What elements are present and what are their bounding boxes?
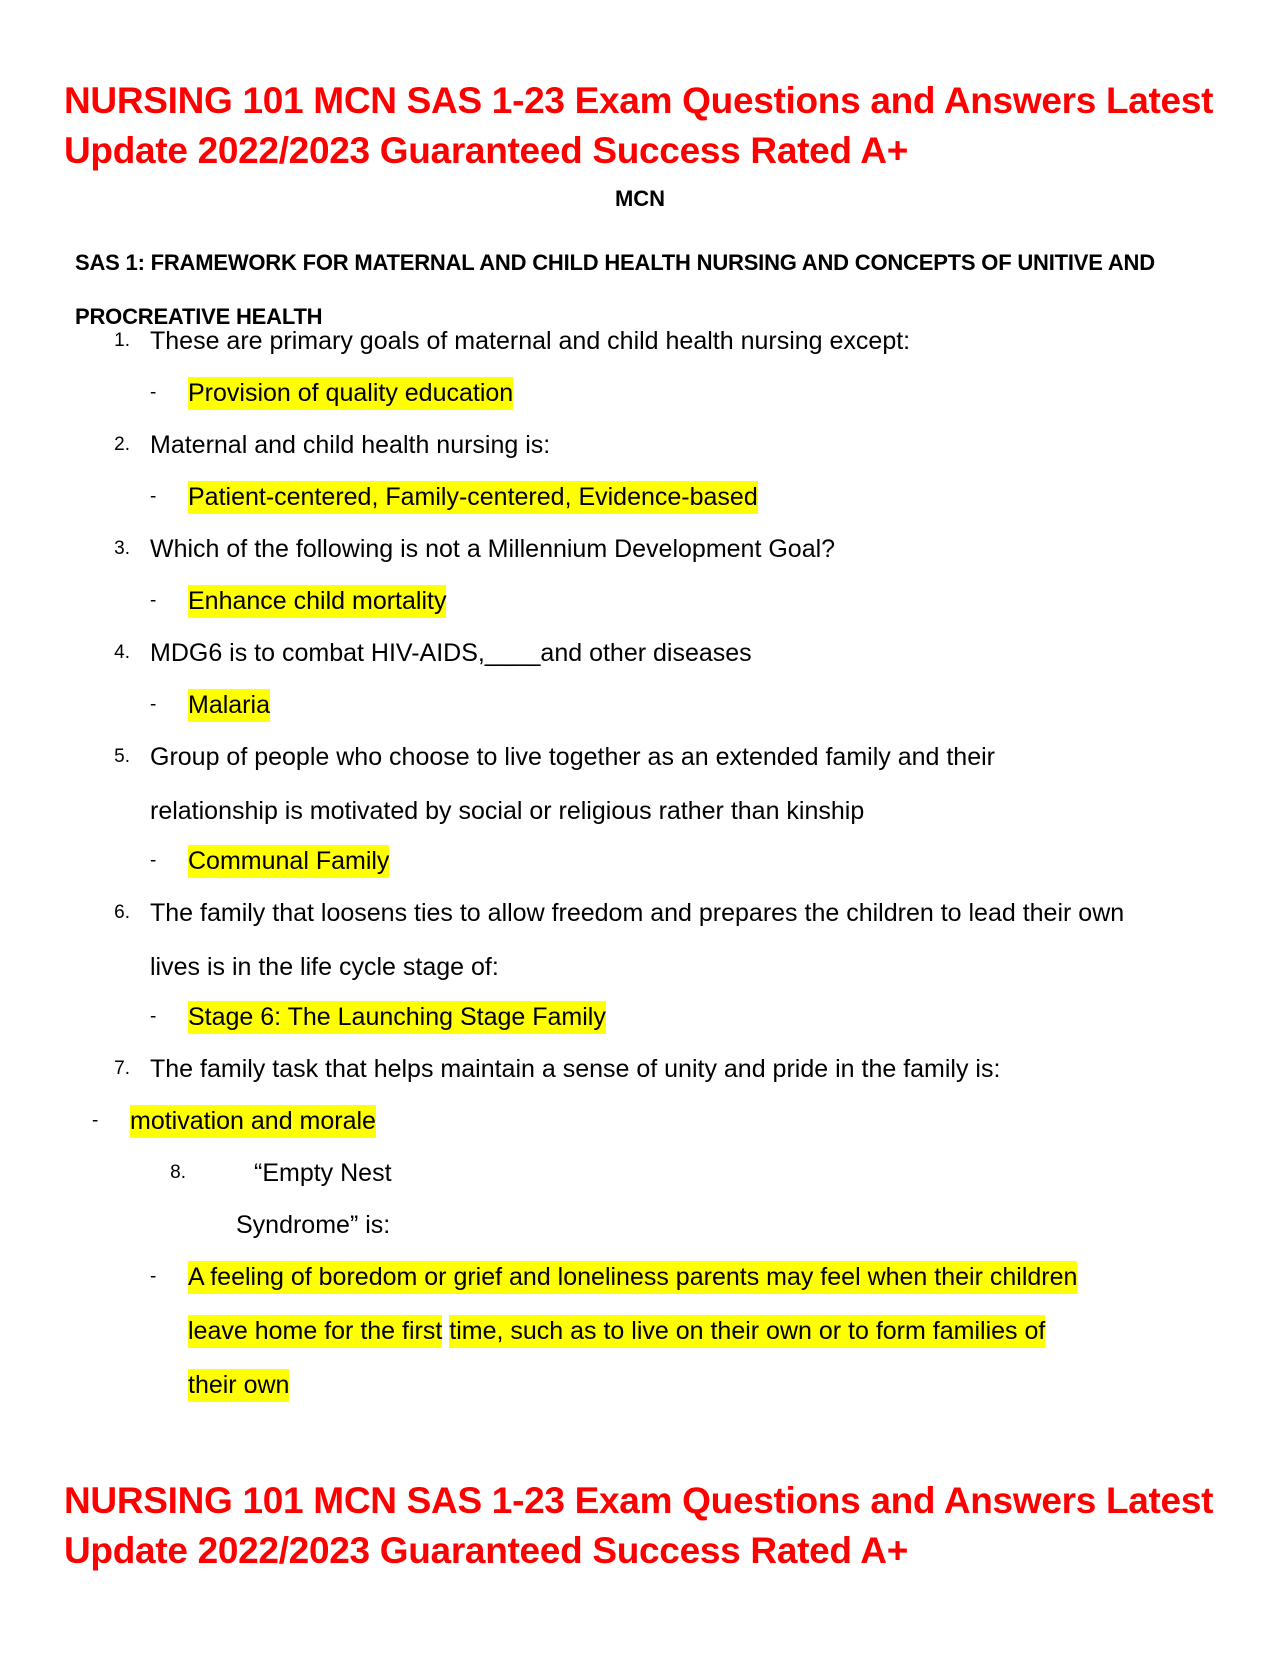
answer-bullet: - [150,590,157,611]
question-text: Which of the following is not a Millennium Development Goal? [150,535,836,563]
question-text-line1: “Empty Nest [254,1159,392,1187]
document-title-footer: NURSING 101 MCN SAS 1-23 Exam Questions and Answers Latest Update 2022/2023 Guaranteed Success Rated A+ [64,1480,1214,1571]
answer-bullet: - [150,1266,157,1287]
question-number: 5. [114,746,130,767]
answer-bullet: - [150,486,157,507]
question-number: 8. [170,1162,186,1183]
answer-highlight: Provision of quality education [188,377,513,410]
answer-highlight: motivation and morale [130,1105,376,1138]
answer-bullet: - [150,850,157,871]
answer-highlight: time, such as to live on their own or to form families of [449,1315,1045,1348]
document-title-header: NURSING 101 MCN SAS 1-23 Exam Questions and Answers Latest Update 2022/2023 Guaranteed Success Rated A+ [64,80,1214,171]
question-number: 6. [114,902,130,923]
answer-highlight: leave home for the first [188,1315,442,1348]
answer-highlight: Malaria [188,689,270,722]
question-number: 4. [114,642,130,663]
answer-block [188,1250,1168,1412]
answer-bullet: - [150,1006,157,1027]
question-number: 7. [114,1058,130,1079]
answer-highlight: Stage 6: The Launching Stage Family [188,1001,606,1034]
question-number: 1. [114,330,130,351]
answer-highlight: A feeling of boredom or grief and loneliness parents may feel when their children [188,1261,1077,1294]
question-text: Maternal and child health nursing is: [150,431,551,459]
question-text: The family that loosens ties to allow freedom and prepares the children to lead their own lives is in the life cycle stage of: [150,899,1125,981]
answer-highlight: Communal Family [188,845,389,878]
answer-highlight: their own [188,1369,289,1402]
question-text: These are primary goals of maternal and child health nursing except: [150,327,911,355]
subject-heading: MCN [614,186,666,211]
question-number: 3. [114,538,130,559]
question-text: Group of people who choose to live together as an extended family and their relationship is motivated by social or religious rather than kinship [150,743,995,825]
question-number: 2. [114,434,130,455]
section-heading: SAS 1: FRAMEWORK FOR MATERNAL AND CHILD HEALTH NURSING AND CONCEPTS OF UNITIVE AND PROCREATIVE HEALTH [75,250,1155,329]
question-text-line2: Syndrome” is: [236,1211,391,1239]
answer-highlight: Enhance child mortality [188,585,446,618]
answer-highlight: Patient-centered, Family-centered, Evidence-based [188,481,758,514]
question-text: The family task that helps maintain a sense of unity and pride in the family is: [150,1055,1001,1083]
answer-bullet: - [150,382,157,403]
answer-bullet: - [92,1110,99,1131]
question-text: MDG6 is to combat HIV-AIDS,____and other diseases [150,639,752,667]
answer-bullet: - [150,694,157,715]
